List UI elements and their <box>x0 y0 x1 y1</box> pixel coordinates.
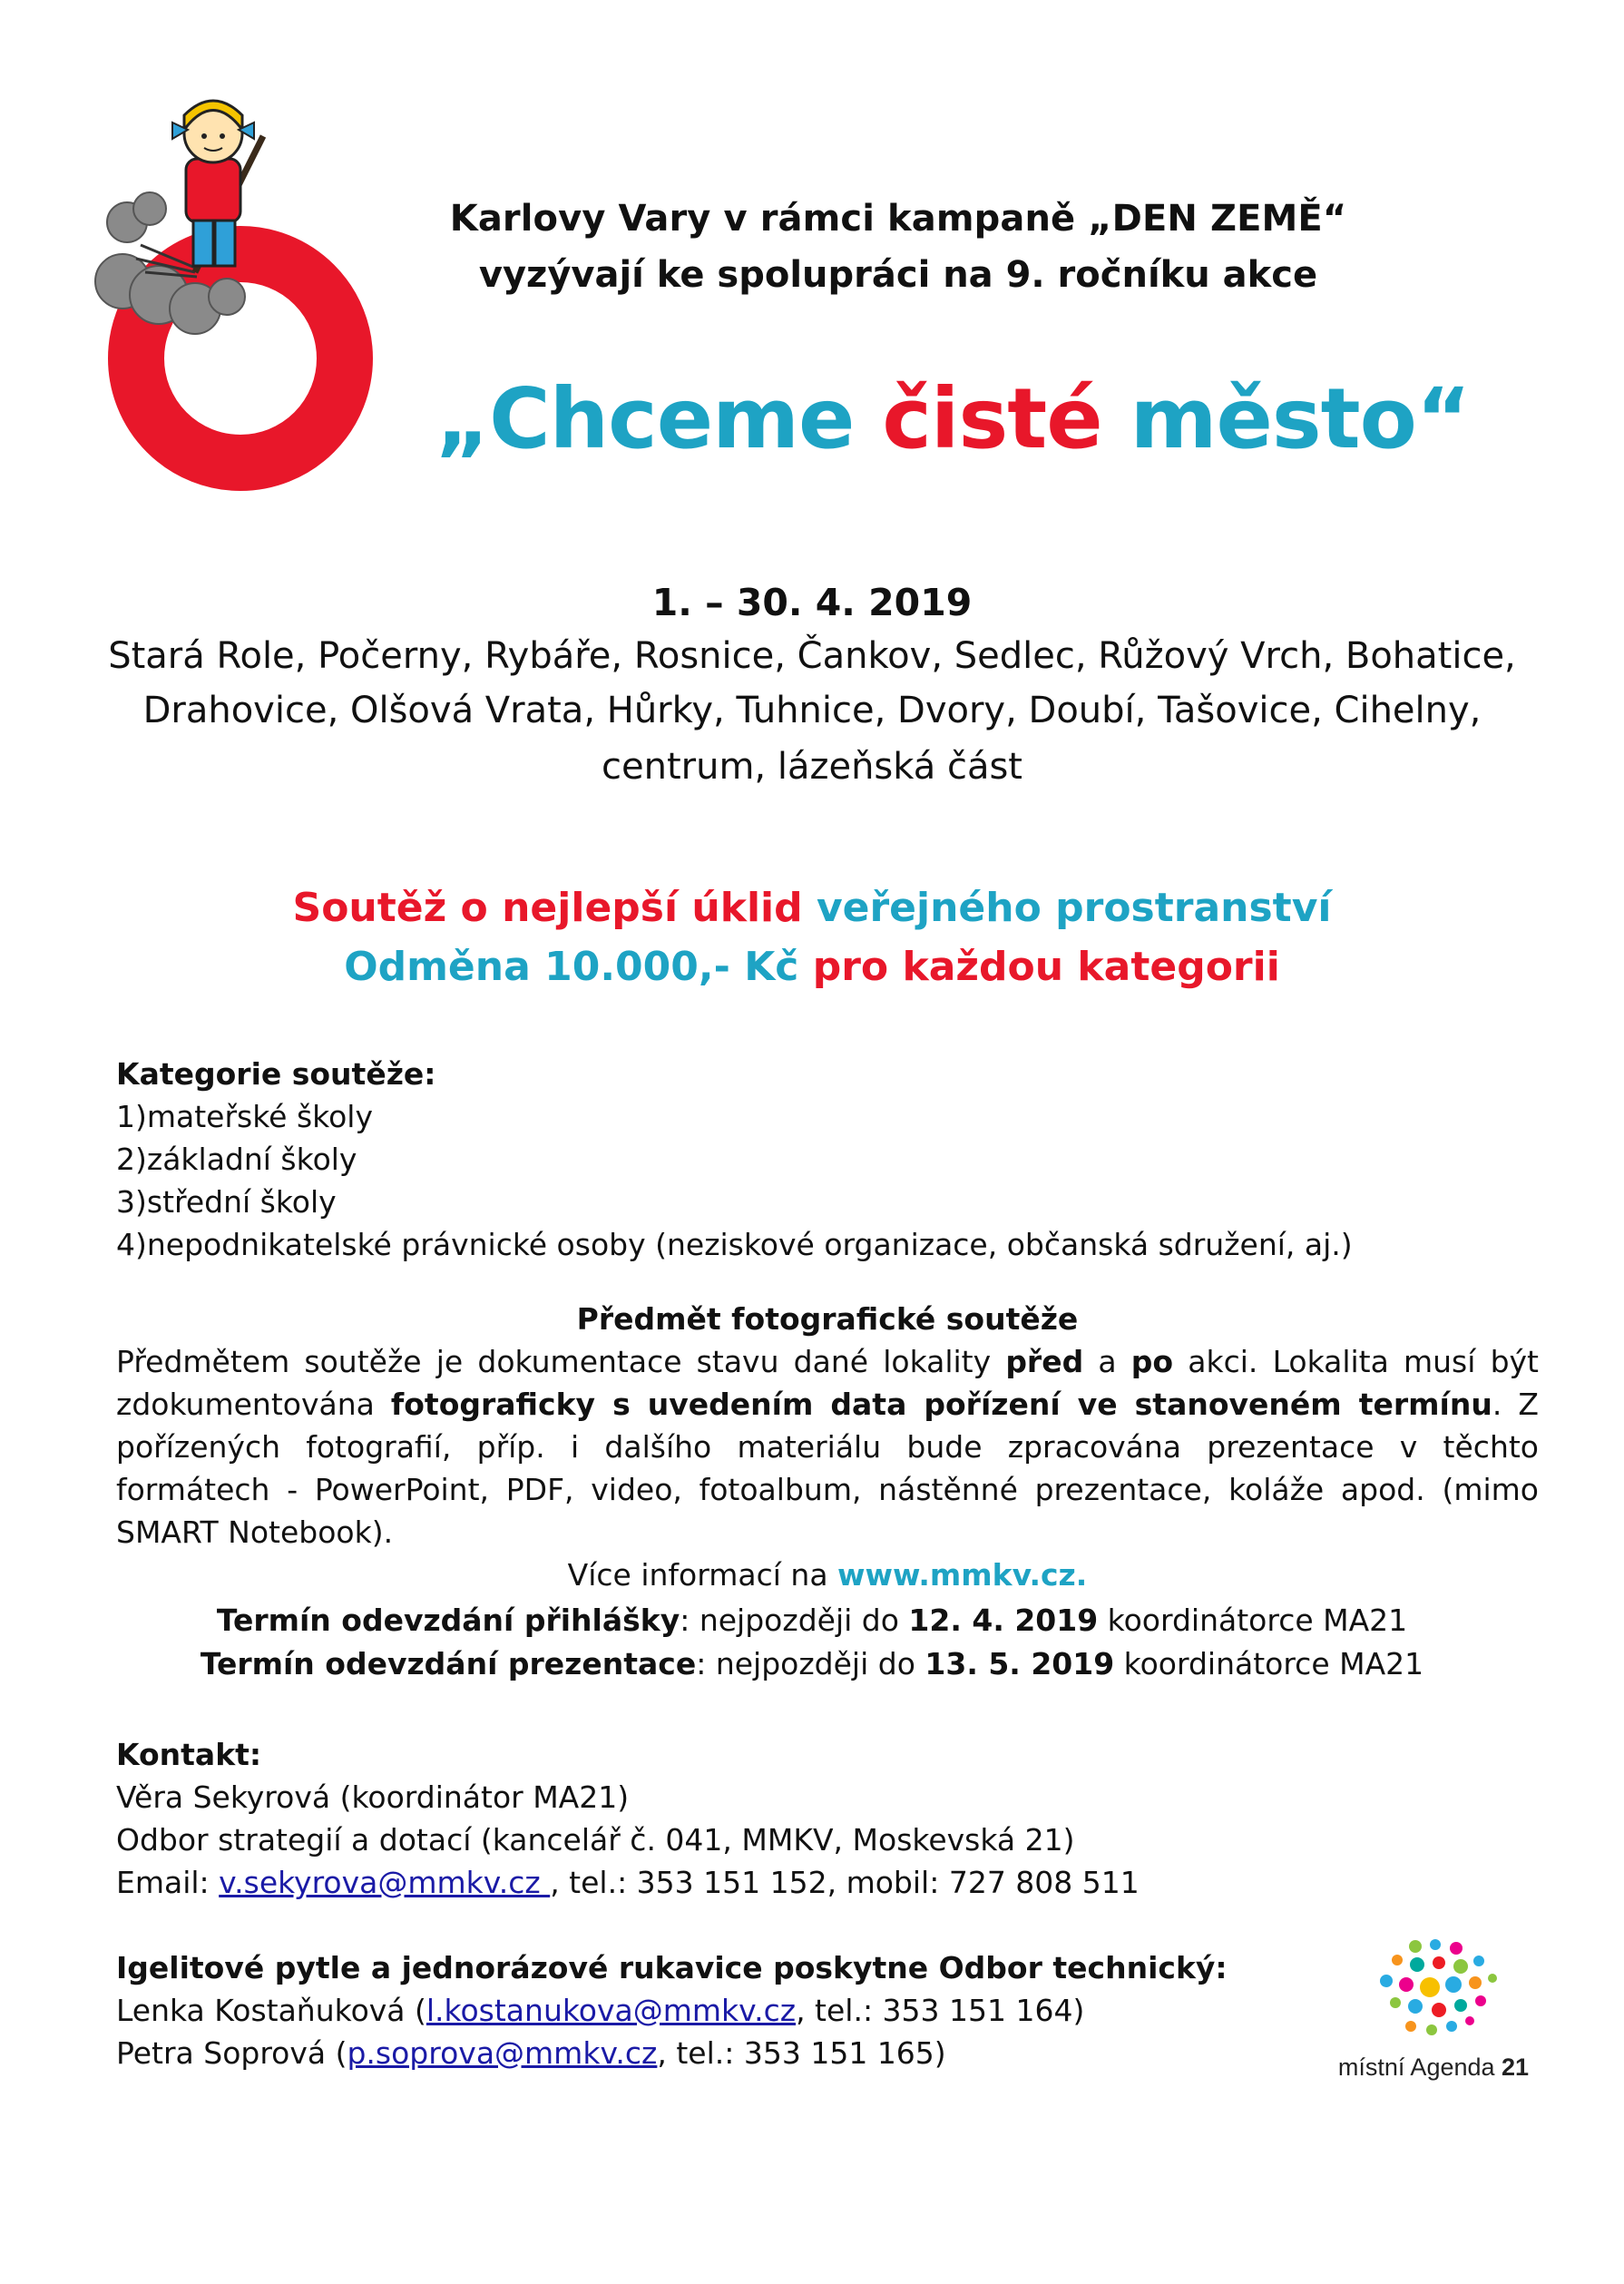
den-zeme-illustration <box>86 86 386 495</box>
deadline-presentation: Termín odevzdání prezentace: nejpozději do 13. 5. 2019 koordinátorce MA21 <box>200 1646 1424 1681</box>
photo-contest-description: Předmětem soutěže je dokumentace stavu dané lokality před a po akci. Lokalita musí být zdokumentována fotograficky s uvedením data pořízení ve stanoveném termínu. Z pořízených fotografií, příp. i dalšího materiálu bude zpracována prezentace v těchto formátech - PowerPoint, PDF, video, fotoalbum, nástěnné prezentace, koláže apod. (mimo SMART Notebook). <box>116 1344 1539 1550</box>
category-item: 4)nepodnikatelské právnické osoby (neziskové organizace, občanská sdružení, aj.) <box>116 1227 1353 1262</box>
categories-section <box>116 1053 1531 1266</box>
title-part-3: město“ <box>1101 370 1471 467</box>
contact-section <box>116 1733 1477 1904</box>
event-date: 1. – 30. 4. 2019 <box>651 581 973 624</box>
agenda21-dots-icon <box>1316 1937 1551 2051</box>
places-line: Drahovice, Olšová Vrata, Hůrky, Tuhnice, Dvory, Doubí, Tašovice, Cihelny, <box>142 690 1482 731</box>
supplies-section <box>116 1946 1477 2074</box>
main-title <box>363 370 1542 467</box>
contest-text: Soutěž o nejlepší úklid <box>292 885 817 931</box>
contest-headline <box>0 885 1624 931</box>
category-item: 2)základní školy <box>116 1142 357 1177</box>
title-part-2: čisté <box>882 370 1102 467</box>
supplies-contact: Petra Soprová (p.soprova@mmkv.cz, tel.: 353 151 165) <box>116 2035 946 2071</box>
supplies-heading: Igelitové pytle a jednorázové rukavice poskytne Odbor technický: <box>116 1950 1228 1985</box>
deadline-application: Termín odevzdání přihlášky: nejpozději do 12. 4. 2019 koordinátorce MA21 <box>216 1603 1408 1638</box>
deadlines-section <box>0 1599 1624 1686</box>
places-line: Stará Role, Počerny, Rybáře, Rosnice, Čankov, Sedlec, Růžový Vrch, Bohatice, <box>108 635 1516 677</box>
website-link[interactable]: www.mmkv.cz <box>837 1557 1076 1593</box>
category-item: 1)mateřské školy <box>116 1099 373 1134</box>
category-item: 3)střední školy <box>116 1184 337 1220</box>
agenda21-logo-text: místní Agenda 21 <box>1337 2054 1530 2081</box>
email-link[interactable]: l.kostanukova@mmkv.cz <box>426 1993 797 2028</box>
header-line-1: Karlovy Vary v rámci kampaně „DEN ZEMĚ“ <box>449 198 1347 240</box>
reward-text: pro každou kategorii <box>812 944 1280 990</box>
places-line: centrum, lázeňská část <box>602 746 1022 788</box>
header-line-2: vyzývají ke spolupráci na 9. ročníku akce <box>478 254 1318 296</box>
title-part-1: „Chceme <box>435 370 883 467</box>
contact-heading: Kontakt: <box>116 1737 262 1772</box>
supplies-contact: Lenka Kostaňuková (l.kostanukova@mmkv.cz, tel.: 353 151 164) <box>116 1993 1085 2028</box>
reward-headline <box>0 944 1624 990</box>
contact-email-line: Email: v.sekyrova@mmkv.cz , tel.: 353 151 152, mobil: 727 808 511 <box>116 1865 1140 1900</box>
agenda21-logo <box>1316 1937 1551 2101</box>
contest-text: veřejného prostranství <box>816 885 1332 931</box>
contact-office: Odbor strategií a dotací (kancelář č. 041, MMKV, Moskevská 21) <box>116 1822 1075 1858</box>
categories-heading: Kategorie soutěže: <box>116 1056 436 1092</box>
contact-name: Věra Sekyrová (koordinátor MA21) <box>116 1779 630 1815</box>
email-link[interactable]: p.soprova@mmkv.cz <box>347 2035 658 2071</box>
reward-text: Odměna 10.000,- Kč <box>344 944 813 990</box>
more-info-line: Více informací na www.mmkv.cz. <box>567 1557 1088 1593</box>
photo-contest-section <box>116 1298 1539 1596</box>
contact-email-link[interactable]: v.sekyrova@mmkv.cz <box>219 1865 551 1900</box>
photo-contest-heading: Předmět fotografické soutěže <box>576 1301 1079 1337</box>
